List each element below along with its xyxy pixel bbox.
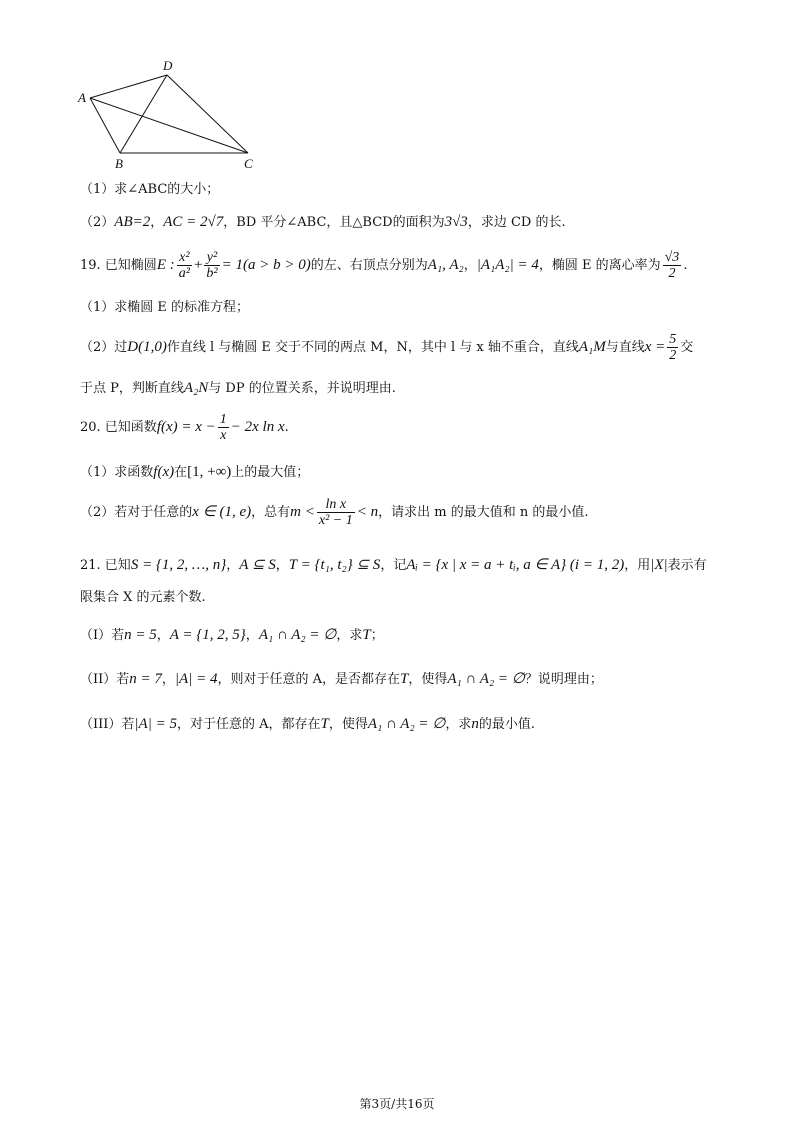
q19-stem: [80, 248, 687, 283]
q19-frac-x-num: x²: [177, 250, 192, 266]
q20-stem: [80, 410, 289, 445]
q21-p3-inter: A₁ ∩ A₂ = ∅: [367, 716, 446, 732]
q19-ecc-frac: [663, 250, 682, 281]
q19-end: .: [683, 258, 688, 273]
q20-p2-den: x² − 1: [318, 513, 353, 528]
q20-frac-den: x: [220, 428, 227, 443]
q21-mid: ，记: [380, 558, 407, 573]
label-c: C: [244, 156, 253, 171]
q19-p2-xeq: x =: [644, 339, 666, 355]
q20-part1: [80, 463, 309, 482]
q18-ab: AB=2: [114, 214, 151, 230]
q19-prefix: 19. 已知椭圆: [80, 258, 157, 273]
q21-s: S = {1, 2, …, n}: [130, 557, 227, 573]
q19-plus: +: [193, 257, 203, 273]
q19-p2-d: 交: [680, 340, 694, 355]
q19-p2-e: 与 DP 的位置关系，并说明理由.: [208, 381, 396, 396]
q21-p2-c: ，则对于任意的 A，是否都存在: [217, 672, 400, 687]
q20-p1-b: 在: [174, 465, 188, 480]
q21-p1-b: ，: [156, 628, 170, 643]
q20-p2-m: m <: [290, 504, 315, 520]
q19-part2: [80, 330, 693, 365]
q20-rest: − 2x ln x: [230, 419, 285, 435]
q19-p2-frac: [667, 332, 678, 363]
q19-ellipse-name: E :: [156, 257, 175, 273]
q20-end: .: [284, 420, 289, 435]
q20-p2-frac: [317, 497, 355, 528]
q20-frac: [218, 412, 229, 443]
q21-p1-t: T: [362, 627, 371, 643]
q21-p3-c: ，使得: [328, 717, 368, 732]
q18-area: 3√3: [444, 214, 468, 230]
q21-p2-d: ，使得: [408, 672, 448, 687]
q20-p1-c: 上的最大值；: [231, 465, 310, 480]
q21-p1-c: ，: [245, 628, 259, 643]
q19-frac-x: [177, 250, 192, 281]
q20-part2: [80, 495, 589, 530]
q19-p2-a: （2）过: [80, 340, 128, 355]
q20-p1-a: （1）求函数: [80, 465, 154, 480]
q20-p2-x: x ∈ (1, e): [192, 504, 252, 520]
q19-p2-line: A₁M: [578, 339, 606, 355]
q21-p2-b: ，: [161, 672, 175, 687]
q19-p2-b: 作直线 l 与椭圆 E 交于不同的两点 M，N，其中 l 与 x 轴不重合，直线: [166, 340, 579, 355]
q21-t: T = {t₁, t₂} ⊆ S: [288, 557, 381, 573]
q21-stem: [80, 556, 707, 575]
q21-a: A ⊆ S: [239, 557, 276, 573]
q21-p3-d: ，求: [445, 717, 472, 732]
q21-p2-inter: A₁ ∩ A₂ = ∅: [447, 671, 525, 687]
q20-prefix: 20. 已知函数: [80, 420, 157, 435]
q19-ecc-den: 2: [668, 266, 676, 281]
q21-p1-set: A = {1, 2, 5}: [169, 627, 246, 643]
q18-ac: AC = 2√7: [163, 214, 224, 230]
q18-mid: ，BD 平分∠ABC，且△BCD的面积为: [223, 215, 445, 230]
q19-frac-x-den: a²: [178, 266, 190, 281]
q21-p3-abs: |A| = 5: [134, 716, 177, 732]
q19-mid: 的左、右顶点分别为: [310, 258, 428, 273]
q19-p2-line2: 于点 P，判断直线: [80, 381, 184, 396]
q19-frac-y-num: y²: [204, 250, 219, 266]
q19-eq-rest: = 1(a > b > 0): [221, 257, 311, 273]
q19-sep: ，: [463, 258, 477, 273]
q18-sep: ，: [150, 215, 164, 230]
q21-p2-abs: |A| = 4: [174, 671, 218, 687]
q19-part2-line2: [80, 379, 396, 398]
q21-p1-e: ；: [370, 628, 384, 643]
q21-p1-n: n = 5: [124, 627, 157, 643]
q21-part3: [80, 715, 535, 734]
q19-vertices: A₁, A₂: [427, 257, 464, 273]
q21-sep1: ，: [226, 558, 240, 573]
q21-p1-inter: A₁ ∩ A₂ = ∅: [258, 627, 337, 643]
q20-p1-interval: [1, +∞): [187, 464, 232, 480]
q21-sep2: ，: [275, 558, 289, 573]
q18-p2-prefix: （2）: [80, 215, 115, 230]
quadrilateral-figure: [70, 55, 270, 175]
q21-p3-b: ，对于任意的 A，都存在: [176, 717, 321, 732]
q19-frac-y: [204, 250, 219, 281]
q21-end: 表示有: [667, 558, 707, 573]
q21-part1: [80, 626, 384, 645]
q19-part1: （1）求椭圆 E 的标准方程；: [80, 300, 250, 315]
q19-ecc-num: √3: [664, 250, 680, 265]
segment-ac: [90, 98, 248, 153]
label-b: B: [115, 156, 123, 171]
page-footer: 第3页/共16页: [359, 1097, 435, 1111]
segment-dc: [167, 75, 248, 153]
label-a: A: [78, 90, 86, 105]
q20-p2-a: （2）若对于任意的: [80, 505, 193, 520]
q21-p3-t: T: [320, 716, 329, 732]
q19-p2-frac-num: 5: [669, 332, 677, 347]
q21-stem-line2: 限集合 X 的元素个数.: [80, 590, 206, 605]
q21-p2-n: n = 7: [129, 671, 162, 687]
q21-absx: |X|: [650, 557, 668, 573]
q20-p2-n: < n: [356, 504, 379, 520]
q19-ecc-text: ，椭圆 E 的离心率为: [538, 258, 661, 273]
q21-prefix: 21. 已知: [80, 558, 131, 573]
q21-p1-d: ，求: [336, 628, 363, 643]
q18-part2: [80, 213, 566, 232]
q20-p1-f: f(x): [153, 464, 175, 480]
q20-frac-num: 1: [219, 412, 227, 427]
q20-p2-num: ln x: [317, 497, 355, 513]
q21-p3-n: n: [471, 716, 479, 732]
q19-p2-frac-den: 2: [669, 348, 677, 363]
q21-p2-a: （II）若: [80, 672, 130, 687]
q20-p2-c: ，请求出 m 的最大值和 n 的最小值.: [378, 505, 589, 520]
q19-frac-y-den: b²: [206, 266, 218, 281]
q18-end: ，求边 CD 的长.: [467, 215, 566, 230]
q20-p2-b: ，总有: [251, 505, 291, 520]
label-d: D: [163, 58, 173, 73]
q21-p2-t: T: [400, 671, 409, 687]
q21-p1-a: （I）若: [80, 628, 125, 643]
q18-part1: （1）求∠ABC的大小；: [80, 182, 220, 197]
q19-dist: |A₁A₂| = 4: [476, 257, 539, 273]
q21-ai: Aᵢ = {x | x = a + tᵢ, a ∈ A} (i = 1, 2): [406, 557, 625, 573]
q19-p2-point: D(1,0): [127, 339, 167, 355]
segment-ab: [90, 98, 120, 153]
q21-part2: [80, 670, 603, 689]
q21-p2-e: ？说明理由；: [524, 672, 603, 687]
q21-p3-e: 的最小值.: [478, 717, 536, 732]
q21-sep3: ，用: [624, 558, 651, 573]
q19-p2-a2n: A₂N: [183, 380, 209, 396]
q19-p2-c: 与直线: [605, 340, 645, 355]
q20-fx: f(x) = x −: [156, 419, 216, 435]
q21-p3-a: （III）若: [80, 717, 135, 732]
